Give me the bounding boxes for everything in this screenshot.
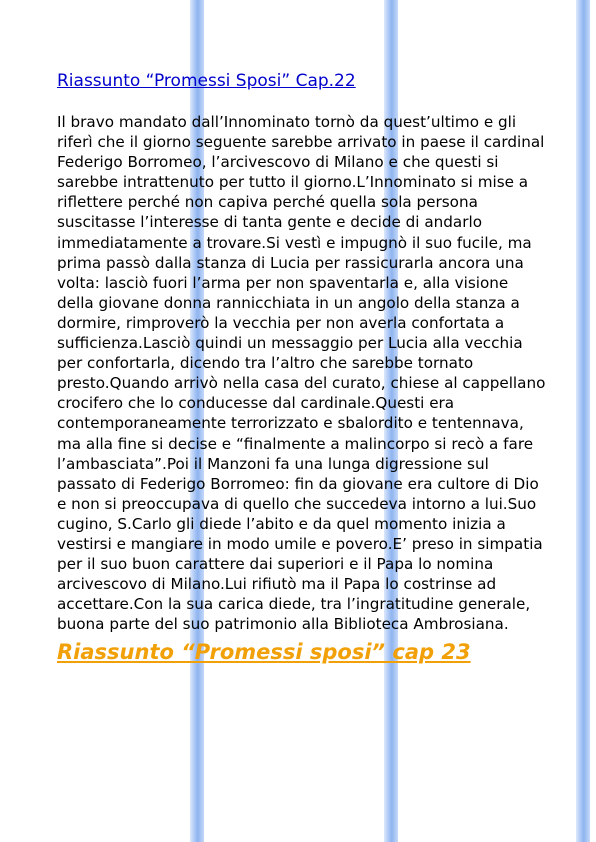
summary-text: Il bravo mandato dall’Innominato tornò da quest’ultimo e gli riferì che il giorno seguente sarebbe arrivato in paese il cardinal Federigo Borromeo, l’arcivescovo di Milano e che questi si sarebbe intrattenuto per tutto il giorno.L’Innominato si mise a riflettere perché non capiva perché quella sola persona suscitasse l’interesse di tanta gente e decide di andarlo immediatamente a trovare.Si vestì e impugnò il suo fucile, ma prima passò dalla stanza di Lucia per rassicurarla ancora una volta: lasciò fuori l’arma per non spaventarla e, alla visione della giovane donna rannicchiata in un angolo della stanza a dormire, rimproverò la vecchia per non averla confortata a sufficienza.Lasciò quindi un messaggio per Lucia alla vecchia per confortarla, dicendo tra l’altro che sarebbe tornato presto.Quando arrivò nella casa del curato, chiese al cappellano crocifero che lo conducesse dal cardinale.Questi era contemporaneamente terrorizzato e sbalordito e tentennava, ma alla fine si decise e “finalmente a malincorpo si recò a fare l’ambasciata”.Poi il Manzoni fa una lunga digressione sul passato di Federigo Borromeo: fin da giovane era cultore di Dio e non si preoccupava di quello che succedeva intorno a lui.Suo cugino, S.Carlo gli diede l’abito e da quel momento inizia a vestirsi e mangiare in modo umile e povero.E’ preso in simpatia per il suo buon carattere dai superiori e il Papa lo nomina arcivescovo di Milano.Lui rifiutò ma il Papa lo costrinse ad accettare.Con la sua carica diede, tra l’ingratitudine generale, buona parte del suo patrimonio alla Biblioteca Ambrosiana. — [57, 113, 546, 634]
next-chapter-link[interactable]: Riassunto “Promessi sposi” cap 23 — [57, 640, 471, 665]
article — [57, 70, 547, 666]
page-title-link[interactable]: Riassunto “Promessi Sposi” Cap.22 — [57, 71, 356, 91]
decorative-stripe — [576, 0, 590, 842]
